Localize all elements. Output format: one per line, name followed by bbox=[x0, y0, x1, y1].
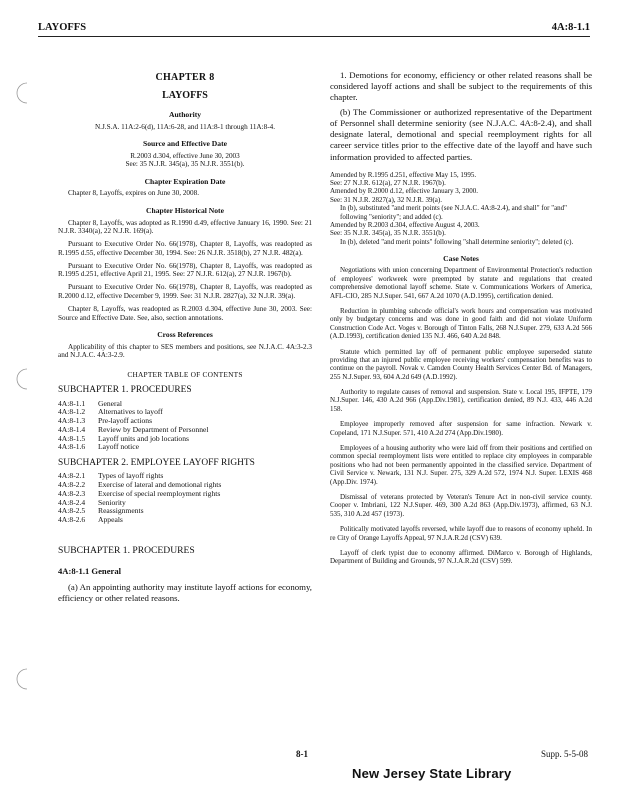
historical-note-para: Chapter 8, Layoffs, was adopted as R.1990 d.49, effective January 16, 1990. See: 21 N.J.R. 3340(a), 22 N.J.R. 169(a). bbox=[58, 218, 312, 236]
toc-entry: Layoff units and job locations bbox=[98, 433, 189, 443]
supplement-date: Supp. 5-5-08 bbox=[541, 749, 588, 759]
header-title: LAYOFFS bbox=[38, 22, 87, 33]
case-note: Dismissal of veterans protected by Veteran's Tenure Act in non-civil service county. Cooper v. Imbriani, 122 N.J.Super. 469, 300 A.2d 863 (App.Div.1973), affirmed, 63 N.J. 535, 310 A.2d 457 (1973). bbox=[330, 492, 592, 518]
toc-num: 4A:8-1.4 bbox=[58, 424, 86, 434]
punch-hole-icon bbox=[16, 668, 28, 690]
history-line: Amended by R.1995 d.251, effective May 15, 1995. bbox=[330, 170, 477, 179]
toc-entry: Layoff notice bbox=[98, 442, 139, 452]
expiration-text: Chapter 8, Layoffs, expires on June 30, 2008. bbox=[68, 189, 200, 198]
case-note: Layoff of clerk typist due to economy affirmed. DiMarco v. Borough of Highlands, Department of Building and Grounds, 97 N.J.A.R.2d (CSV) 599. bbox=[330, 548, 592, 566]
cross-references-text: Applicability of this chapter to SES members and positions, see N.J.A.C. 4A:3-2.3 and N.J.A.C. 4A:3-2.9. bbox=[58, 342, 312, 360]
toc-num: 4A:8-2.2 bbox=[58, 480, 86, 490]
section-body: (a) An appointing authority may institute layoff actions for economy, efficiency or other related reasons. bbox=[58, 581, 312, 603]
right-column bbox=[330, 70, 592, 573]
case-note: Politically motivated layoffs reversed, while layoff due to reasons of economy upheld. In re City of Orange Layoffs Appeal, 97 N.J.A.R.2d (CSV) 639. bbox=[330, 525, 592, 542]
historical-note-para: Pursuant to Executive Order No. 66(1978), Chapter 8, Layoffs, was readopted as R.2000 d.12, effective December 9, 1999. See: 31 N.J.R. 2827(a), 32 N.J.R. 39(a). bbox=[58, 283, 312, 300]
page-number: 8-1 bbox=[296, 749, 308, 759]
case-note: Reduction in plumbing subcode official's work hours and compensation was motivated only by budgetary concerns and was done in good faith and did not violate Uniform Construction Code Act. Voges v. Borough of Tinton Falls, 268 N.J.Super. 279, 633 A.2d 566 (A.D.1993), certification denied 135 N.J. 466, 640 A.2d 848. bbox=[330, 306, 592, 341]
header-rule bbox=[38, 36, 590, 37]
toc-list-2 bbox=[58, 472, 312, 524]
toc-entry: Reassignments bbox=[98, 506, 144, 516]
rule-paragraph: (b) The Commissioner or authorized representative of the Department of Personnel shall determine seniority (see N.J.A.C. 4A:8-2.4), and shall designate lateral, demotional and special reemployment rights for all career service titles prior to the effective date of the layoff and have such information provided to affected parties. bbox=[330, 107, 592, 162]
section-subchapter-title: SUBCHAPTER 1. PROCEDURES bbox=[58, 544, 195, 556]
toc-title: CHAPTER TABLE OF CONTENTS bbox=[127, 370, 243, 380]
toc-subchapter-1: SUBCHAPTER 1. PROCEDURES bbox=[58, 385, 192, 396]
toc-entry: Exercise of special reemployment rights bbox=[98, 488, 221, 498]
amendment-history bbox=[330, 171, 592, 247]
historical-note-para: Pursuant to Executive Order No. 66(1978), Chapter 8, Layoffs, was readopted as R.1995 d.251, effective April 21, 1995. See: 27 N.J.R. 612(a), 27 N.J.R. 1967(b). bbox=[58, 261, 312, 279]
history-line: See: 31 N.J.R. 2827(a), 32 N.J.R. 39(a). bbox=[330, 195, 442, 204]
toc-subchapter-2: SUBCHAPTER 2. EMPLOYEE LAYOFF RIGHTS bbox=[58, 457, 255, 468]
running-header bbox=[38, 22, 590, 36]
toc-num: 4A:8-1.1 bbox=[58, 398, 86, 408]
history-line: In (b), substituted "and merit points (see N.J.A.C. 4A:8-2.4), and shall" for "and" following "seniority"; and added (c). bbox=[340, 204, 568, 221]
toc-entry: General bbox=[98, 398, 123, 408]
toc-entry: Types of layoff rights bbox=[98, 471, 164, 481]
toc-entry: Appeals bbox=[98, 515, 123, 524]
rule-paragraph: 1. Demotions for economy, efficiency or other related reasons shall be considered layoff actions and shall be subject to the requirements of this chapter. bbox=[330, 70, 592, 103]
toc-num: 4A:8-2.5 bbox=[58, 506, 86, 516]
historical-note-para: Chapter 8, Layoffs, was readopted as R.2003 d.304, effective June 30, 2003. See: Source and Effective Date. See, also, section annotations. bbox=[58, 304, 312, 322]
toc-num: 4A:8-1.2 bbox=[58, 407, 86, 417]
case-note: Employees of a housing authority who were laid off from their positions and certified on common special reemployment lists were entitled to replace city employees in comparable positions who had not been permanently appointed in the classified service. Department of Civil Service v. Newark, 131 N.J. Super. 275, 329 A.2d 572, 1974 N.J. Super. LEXIS 468 (App.Div. 1974). bbox=[330, 444, 592, 486]
expiration-heading: Chapter Expiration Date bbox=[144, 177, 226, 187]
case-note: Negotiations with union concerning Department of Environmental Protection's reduction of employees' workweek were preempted by statute and regulations that created comprehensive demotional layoff scheme. State v. Communications Workers of America, AFL-CIO, 285 N.J.Super. 541, 667 A.2d 1070 (A.D.1995), certification denied. bbox=[330, 266, 592, 300]
chapter-title: LAYOFFS bbox=[162, 90, 208, 102]
toc-entry: Pre-layoff actions bbox=[98, 416, 153, 426]
section-heading: 4A:8-1.1 General bbox=[58, 566, 122, 577]
toc-num: 4A:8-2.6 bbox=[58, 515, 86, 524]
source-heading: Source and Effective Date bbox=[142, 139, 227, 149]
toc-list-1 bbox=[58, 400, 312, 452]
left-column bbox=[58, 70, 312, 608]
chapter-number: CHAPTER 8 bbox=[155, 72, 215, 83]
toc-num: 4A:8-2.3 bbox=[58, 488, 86, 498]
case-notes-heading: Case Notes bbox=[443, 254, 479, 264]
toc-num: 4A:8-1.3 bbox=[58, 416, 86, 426]
authority-heading: Authority bbox=[168, 110, 202, 120]
header-section: 4A:8-1.1 bbox=[551, 22, 590, 33]
cross-references-heading: Cross References bbox=[157, 330, 213, 340]
historical-note-para: Pursuant to Executive Order No. 66(1978), Chapter 8, Layoffs, was readopted as R.1995 d.55, effective December 30, 1994. See: 26 N.J.R. 3518(b), 27 N.J.R. 482(a). bbox=[58, 240, 312, 257]
source-text: R.2003 d.304, effective June 30, 2003 bbox=[130, 151, 240, 160]
toc-entry: Alternatives to layoff bbox=[98, 407, 163, 417]
case-note: Statute which permitted lay off of permanent public employee superseded statute providing that an injured public employee receiving workers' compensation benefits was to continue on the payroll. Novak v. Camden County Health Services Center Bd. of Managers, 255 N.J.Super. 93, 604 A.2d 649 (A.D.1992). bbox=[330, 347, 592, 381]
toc-entry: Review by Department of Personnel bbox=[98, 424, 209, 434]
library-stamp: New Jersey State Library bbox=[352, 766, 512, 781]
history-line: See: 35 N.J.R. 345(a), 35 N.J.R. 3551(b). bbox=[330, 229, 446, 238]
toc-num: 4A:8-2.1 bbox=[58, 471, 86, 481]
toc-entry: Seniority bbox=[98, 497, 126, 507]
history-line: See: 27 N.J.R. 612(a), 27 N.J.R. 1967(b). bbox=[330, 179, 446, 188]
case-note: Authority to regulate causes of removal and suspension. State v. Local 195, IFPTE, 179 N.J.Super. 146, 430 A.2d 966 (App.Div.1981), certification denied, 89 N.J. 433, 446 A.2d 158. bbox=[330, 388, 592, 413]
history-line: Amended by R.2000 d.12, effective January 3, 2000. bbox=[330, 187, 479, 196]
history-line: Amended by R.2003 d.304, effective August 4, 2003. bbox=[330, 220, 480, 229]
punch-hole-icon bbox=[16, 82, 28, 104]
source-see: See: 35 N.J.R. 345(a), 35 N.J.R. 3551(b). bbox=[125, 160, 245, 169]
toc-num: 4A:8-1.6 bbox=[58, 442, 86, 452]
historical-note-heading: Chapter Historical Note bbox=[146, 206, 224, 216]
punch-hole-icon bbox=[16, 368, 28, 390]
history-line: In (b), deleted "and merit points" following "shall determine seniority"; deleted (c). bbox=[340, 237, 574, 246]
toc-num: 4A:8-1.5 bbox=[58, 433, 86, 443]
case-note: Employee improperly removed after suspension for same infraction. Newark v. Copeland, 171 N.J.Super. 571, 410 A.2d 274 (App.Div.1980). bbox=[330, 420, 592, 437]
toc-entry: Exercise of lateral and demotional rights bbox=[98, 480, 222, 490]
toc-num: 4A:8-2.4 bbox=[58, 497, 86, 507]
authority-text: N.J.S.A. 11A:2-6(d), 11A:6-28, and 11A:8-1 through 11A:8-4. bbox=[94, 122, 275, 131]
